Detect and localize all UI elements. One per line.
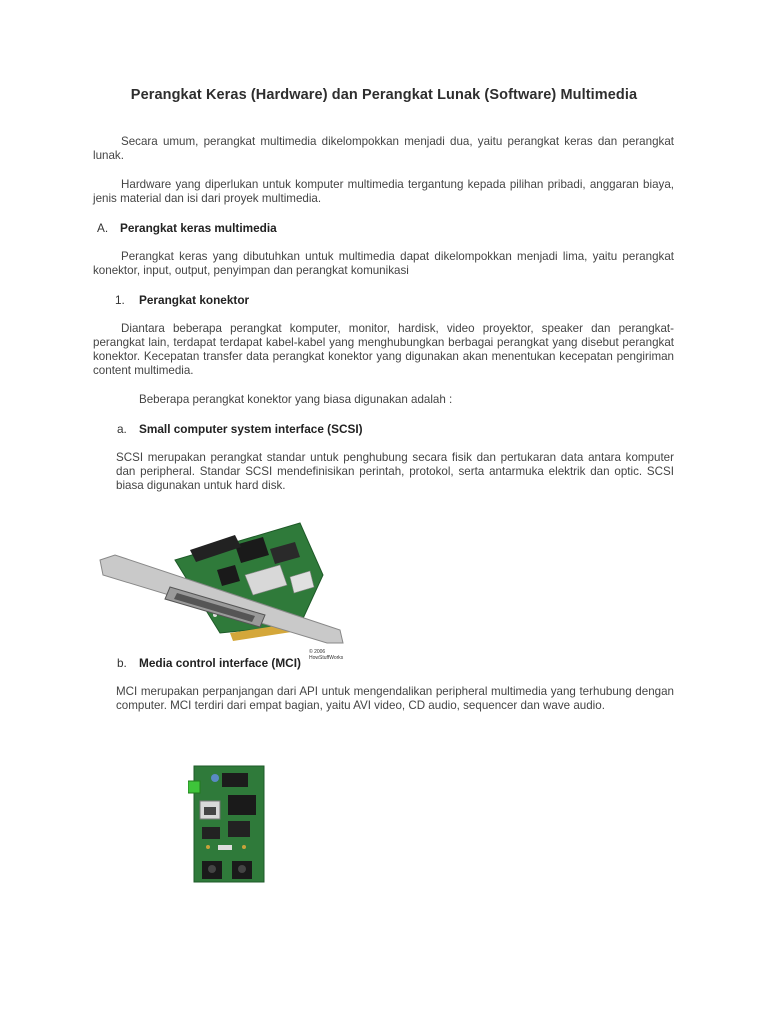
item-b-heading: Media control interface (MCI) xyxy=(139,656,301,670)
item-b-paragraph: MCI merupakan perpanjangan dari API untuk mengendalikan peripheral multimedia yang terhubung dengan computer. MCI terdiri dari empat bagian, yaitu AVI video, CD audio, sequencer dan wave audio. xyxy=(116,685,674,712)
scsi-card-illustration xyxy=(95,515,360,660)
item-a-heading: Small computer system interface (SCSI) xyxy=(139,422,363,436)
intro-paragraph-2: Hardware yang diperlukan untuk komputer multimedia tergantung kepada pilihan pribadi, anggaran biaya, jenis material dan isi dari proyek multimedia. xyxy=(93,178,674,205)
section-a-marker: A. xyxy=(97,221,109,235)
section-a-paragraph: Perangkat keras yang dibutuhkan untuk multimedia dapat dikelompokkan menjadi lima, yaitu perangkat konektor, input, output, penyimpan dan perangkat komunikasi xyxy=(93,250,674,277)
scsi-card-image xyxy=(95,515,360,660)
intro-paragraph-1: Secara umum, perangkat multimedia dikelompokkan menjadi dua, yaitu perangkat keras dan perangkat lunak. xyxy=(93,135,674,162)
document-title: Perangkat Keras (Hardware) dan Perangkat Lunak (Software) Multimedia xyxy=(130,87,638,103)
section-a-heading: Perangkat keras multimedia xyxy=(120,221,277,235)
subsection-1-paragraph-2: Beberapa perangkat konektor yang biasa digunakan adalah : xyxy=(139,393,453,406)
subsection-1-paragraph-1: Diantara beberapa perangkat komputer, monitor, hardisk, video proyektor, speaker dan perangkat-perangkat lain, terdapat terdapat kabel-kabel yang menghubungkan berbagai perangkat yang disebut perangkat konektor. Kecepatan transfer data perangkat konektor yang digunakan akan menentukan kecepatan pengiriman content multimedia. xyxy=(93,322,674,377)
subsection-1-marker: 1. xyxy=(115,293,125,307)
item-b-marker: b. xyxy=(117,656,127,670)
item-a-paragraph: SCSI merupakan perangkat standar untuk penghubung secara fisik dan pertukaran data antara komputer dan peripheral. Standar SCSI mendefinisikan perintah, protokol, serta antarmuka elektrik dan optic. SCSI biasa digunakan untuk hard disk. xyxy=(116,451,674,492)
item-a-marker: a. xyxy=(117,422,127,436)
subsection-1-heading: Perangkat konektor xyxy=(139,293,250,307)
image-credit: © 2006 HowStuffWorks xyxy=(309,649,344,660)
mci-board-illustration xyxy=(188,765,268,883)
mci-board-image xyxy=(188,765,268,883)
